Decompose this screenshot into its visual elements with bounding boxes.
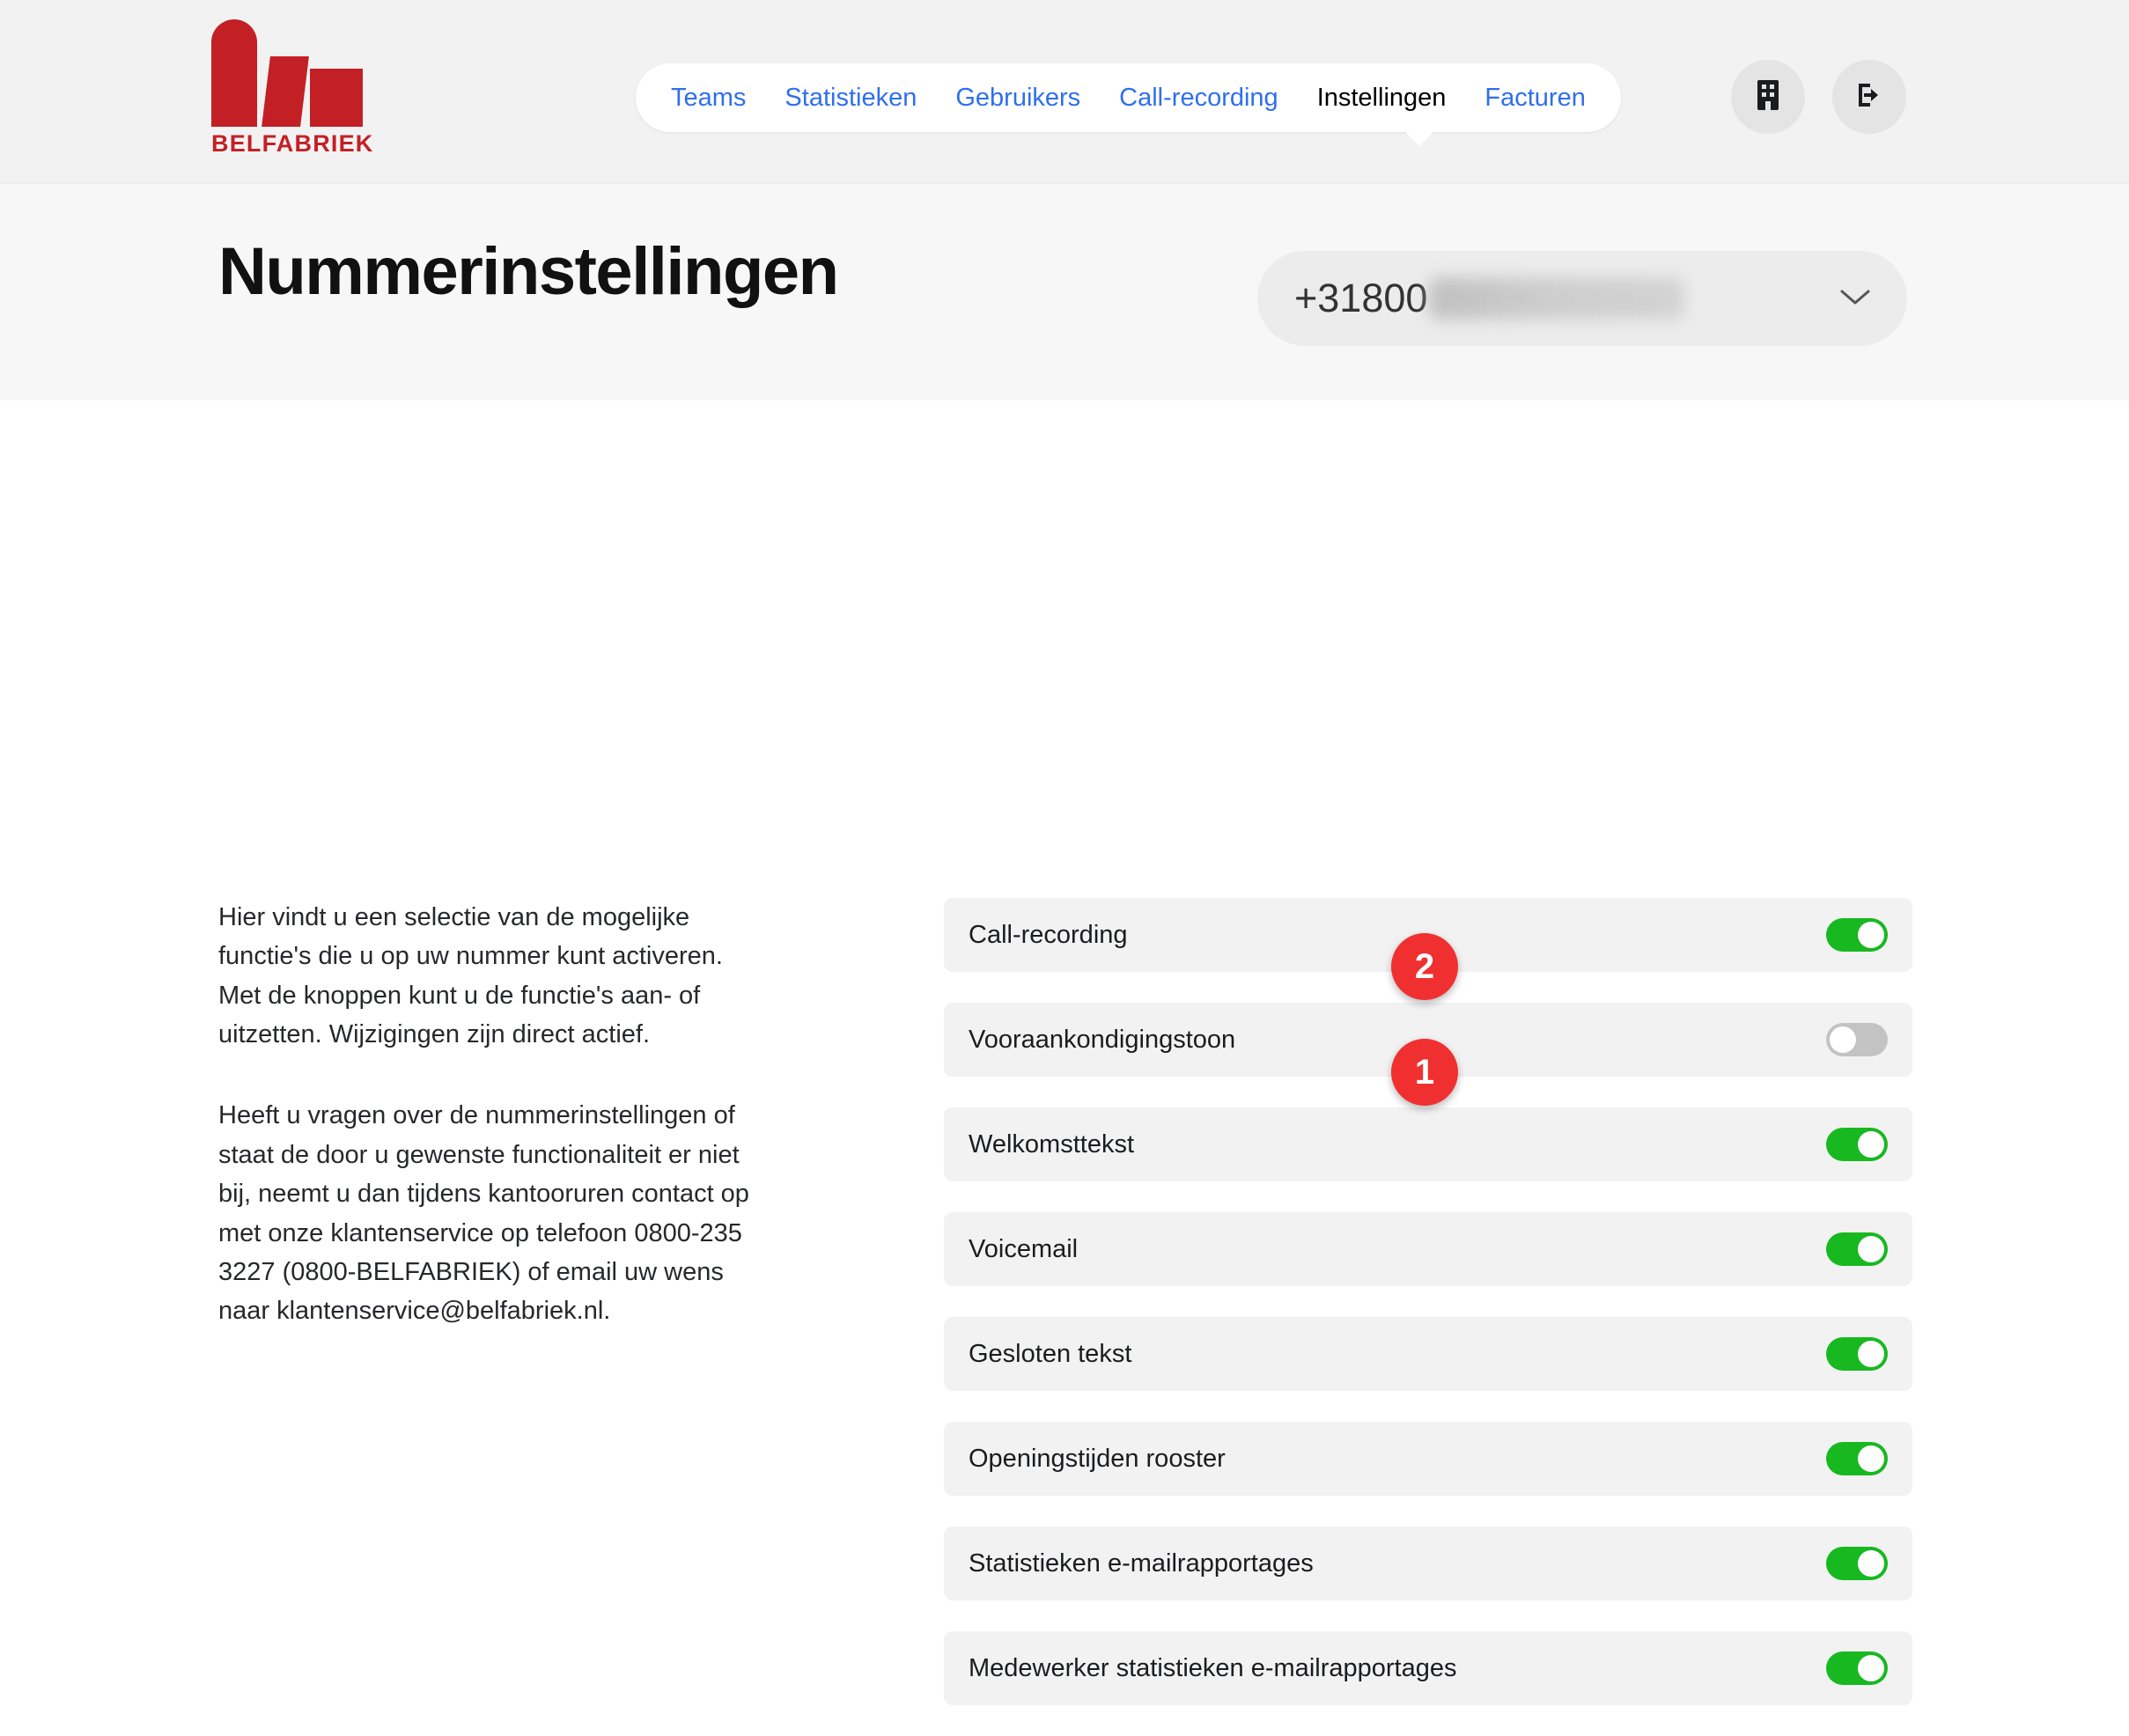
building-icon-button[interactable] bbox=[1731, 60, 1805, 134]
toggle-knob bbox=[1858, 1655, 1884, 1681]
nav-item-facturen[interactable]: Facturen bbox=[1484, 83, 1586, 112]
toggle-knob bbox=[1858, 1236, 1884, 1262]
nav-active-pointer bbox=[1404, 131, 1434, 146]
toggle-voicemail[interactable] bbox=[1826, 1232, 1888, 1266]
settings-list bbox=[944, 898, 1912, 1736]
setting-row[interactable] bbox=[944, 1212, 1912, 1286]
setting-row[interactable] bbox=[944, 1631, 1912, 1705]
info-paragraph-1: Hier vindt u een selectie van de mogelijke functie's die u op uw nummer kunt activeren. Met de knoppen kunt u de functie's aan- of uitzetten. Wijzigingen zijn direct actief. bbox=[218, 903, 723, 1049]
page-title: Nummerinstellingen bbox=[218, 234, 838, 309]
nav-item-instellingen[interactable]: Instellingen bbox=[1316, 83, 1447, 112]
logo-shape-icon bbox=[310, 69, 363, 127]
toggle-knob bbox=[1858, 1445, 1884, 1472]
top-navigation-bar bbox=[0, 0, 2129, 183]
number-select-value: +31800 bbox=[1294, 276, 1428, 320]
nav-item-statistieken[interactable]: Statistieken bbox=[785, 83, 917, 112]
toggle-medewerker-statistieken-emailrapportages[interactable] bbox=[1826, 1651, 1888, 1685]
number-masked-region bbox=[1429, 277, 1684, 320]
nav-menu bbox=[636, 63, 1621, 132]
annotation-marker-1: 1 bbox=[1391, 1039, 1458, 1106]
setting-label: Vooraankondigingstoon bbox=[969, 1025, 1236, 1054]
setting-row[interactable] bbox=[944, 1317, 1912, 1391]
setting-label: Welkomsttekst bbox=[969, 1129, 1135, 1159]
toggle-welkomsttekst[interactable] bbox=[1826, 1128, 1888, 1161]
nav-item-call-recording[interactable]: Call-recording bbox=[1119, 83, 1278, 112]
building-icon bbox=[1753, 78, 1783, 116]
setting-label: Statistieken e-mailrapportages bbox=[969, 1548, 1314, 1578]
setting-row[interactable] bbox=[944, 1526, 1912, 1600]
toggle-statistieken-emailrapportages[interactable] bbox=[1826, 1547, 1888, 1580]
setting-row[interactable] bbox=[944, 1107, 1912, 1181]
setting-label: Openingstijden rooster bbox=[969, 1444, 1226, 1473]
setting-row[interactable] bbox=[944, 1422, 1912, 1496]
nav-item-teams[interactable]: Teams bbox=[671, 83, 747, 112]
toggle-knob bbox=[1858, 1550, 1884, 1577]
logout-icon bbox=[1853, 79, 1885, 115]
page-body bbox=[0, 401, 2129, 1682]
logo-shape-icon bbox=[211, 19, 257, 127]
toggle-openingstijden-rooster[interactable] bbox=[1826, 1442, 1888, 1475]
belfabriek-logo[interactable] bbox=[211, 19, 387, 165]
info-column bbox=[218, 898, 764, 1373]
toggle-vooraankondigingstoon[interactable] bbox=[1826, 1023, 1888, 1056]
logo-wordmark: BELFABRIEK bbox=[211, 130, 374, 157]
logo-shape-icon bbox=[262, 56, 309, 127]
setting-label: Gesloten tekst bbox=[969, 1339, 1132, 1368]
chevron-down-icon bbox=[1840, 285, 1870, 312]
number-select-dropdown[interactable] bbox=[1257, 251, 1907, 346]
toggle-knob bbox=[1830, 1026, 1856, 1053]
toggle-call-recording[interactable] bbox=[1826, 918, 1888, 952]
logo-mark bbox=[211, 19, 374, 127]
logout-button[interactable] bbox=[1832, 60, 1906, 134]
setting-label: Voicemail bbox=[969, 1234, 1079, 1263]
toggle-knob bbox=[1858, 922, 1884, 948]
toggle-knob bbox=[1858, 1131, 1884, 1158]
toggle-gesloten-tekst[interactable] bbox=[1826, 1337, 1888, 1371]
setting-label: Call-recording bbox=[969, 920, 1128, 949]
annotation-marker-2: 2 bbox=[1391, 933, 1458, 1000]
toggle-knob bbox=[1858, 1341, 1884, 1367]
info-paragraph-2: Heeft u vragen over de nummerinstellingen of staat de door u gewenste functionaliteit er niet bij, neemt u dan tijdens kantooruren contact op met onze klantenservice op telefoon 0800-235 3227 (0800-BELFABRIEK) of email uw wens naar klantenservice@belfabriek.nl. bbox=[218, 1101, 749, 1326]
nav-item-gebruikers[interactable]: Gebruikers bbox=[955, 83, 1081, 112]
setting-label: Medewerker statistieken e-mailrapportages bbox=[969, 1653, 1457, 1682]
